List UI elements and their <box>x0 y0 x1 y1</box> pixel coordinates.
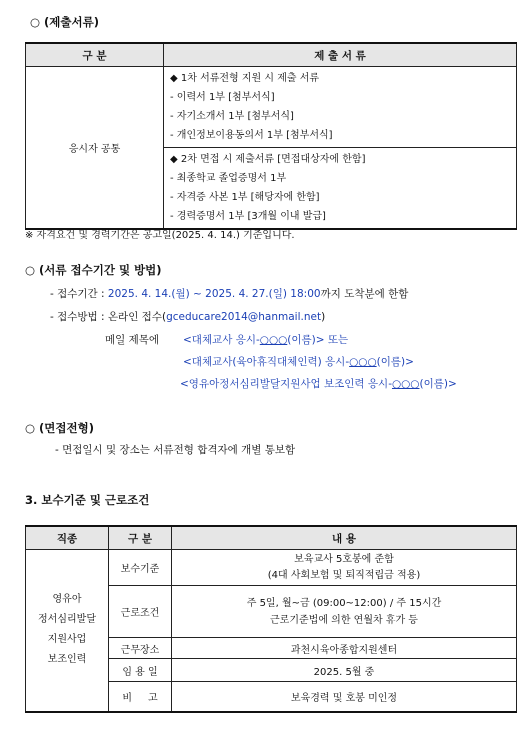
method-email[interactable]: gceducare2014@hanmail.net <box>166 311 322 323</box>
docs-stage1-title: ◆ 1차 서류전형 지원 시 제출 서류 <box>170 73 320 84</box>
pay-row-line: 보육경력 및 호봉 미인정 <box>290 692 398 704</box>
docs-stage2-item: - 자격증 사본 1부 [해당자에 한함] <box>170 192 320 203</box>
pay-job-line: 정서심리발달 <box>38 614 96 626</box>
docs-stage1-item: - 이력서 1부 [첨부서식] <box>170 92 275 103</box>
period-line <box>50 286 408 301</box>
pay-col-gubun: 구 분 <box>109 526 172 550</box>
pay-row-content <box>172 682 517 712</box>
period-label: - 접수기간 : <box>50 288 108 300</box>
subject3-pre: <영유아정서심리발달지원사업 보조인력 응시- <box>180 378 392 390</box>
pay-row-label: 근무장소 <box>109 638 172 659</box>
pay-row-line: 과천시육아종합지원센터 <box>290 644 398 656</box>
pay-row-line: 주 5일, 월~금 (09:00~12:00) / 주 15시간 <box>246 597 442 609</box>
subject1-name: ○○○ <box>259 334 288 346</box>
interview-text: - 면접일시 및 장소는 서류전형 합격자에 개별 통보함 <box>55 444 296 456</box>
pay-col-job: 직종 <box>26 526 109 550</box>
subject1-pre: <대체교사 응시- <box>183 334 260 346</box>
docs-stage2-item: - 최종학교 졸업증명서 1부 <box>170 173 287 184</box>
pay-row-label: 근로조건 <box>109 586 172 638</box>
docs-stage2 <box>164 148 517 230</box>
method-label: - 접수방법 : 온라인 접수( <box>50 311 167 323</box>
subject2-name: ○○○ <box>349 356 377 368</box>
pay-job-line: 보조인력 <box>47 654 87 666</box>
pay-job-line: 지원사업 <box>47 634 87 646</box>
docs-row-label: 응시자 공통 <box>26 67 164 230</box>
subject-option-3 <box>180 376 457 391</box>
docs-table <box>25 42 517 230</box>
pay-row-label: 보수기준 <box>109 550 172 586</box>
pay-row-label: 임 용 일 <box>109 659 172 682</box>
pay-row-line: (4대 사회보험 및 퇴직적립금 적용) <box>267 569 421 581</box>
pay-row-line: 2025. 5월 중 <box>313 666 375 678</box>
pay-row-line: 보육교사 5호봉에 준함 <box>294 553 394 565</box>
pay-row-content <box>172 659 517 682</box>
subject2-post: (이름)> <box>376 356 414 368</box>
subject1-post: (이름)> 또는 <box>287 334 349 346</box>
pay-job-line: 영유아 <box>52 594 82 606</box>
pay-row-label: 비 고 <box>109 682 172 712</box>
period-heading: ○ (서류 접수기간 및 방법) <box>25 263 162 277</box>
subject2-pre: <대체교사(육아휴직대체인력) 응시- <box>183 356 350 368</box>
docs-stage2-item: - 경력증명서 1부 [3개월 이내 발급] <box>170 211 326 222</box>
mail-subject-label: 메일 제목에 <box>105 334 160 346</box>
docs-col-docs: 제 출 서 류 <box>164 43 517 67</box>
method-suffix: ) <box>321 311 326 323</box>
period-value: 2025. 4. 14.(월) ~ 2025. 4. 27.(일) 18:00 <box>107 288 321 300</box>
pay-heading: 3. 보수기준 및 근로조건 <box>25 493 150 507</box>
interview-heading: ○ (면접전형) <box>25 421 94 435</box>
period-suffix: 까지 도착분에 한함 <box>320 288 409 300</box>
pay-col-content: 내 용 <box>172 526 517 550</box>
docs-heading: ○ (제출서류) <box>30 15 99 29</box>
subject3-post: (이름)> <box>419 378 457 390</box>
subject3-name: ○○○ <box>391 378 420 390</box>
docs-stage1-item: - 자기소개서 1부 [첨부서식] <box>170 111 294 122</box>
docs-note: ※ 자격요건 및 경력기간은 공고일(2025. 4. 14.) 기준입니다. <box>25 230 295 241</box>
docs-col-gubun: 구 분 <box>26 43 164 67</box>
pay-row-content <box>172 550 517 586</box>
pay-table <box>25 525 517 713</box>
subject-option-1 <box>183 332 348 347</box>
docs-stage1-item: - 개인정보이용동의서 1부 [첨부서식] <box>170 130 333 141</box>
method-line <box>50 309 325 324</box>
pay-row-content <box>172 586 517 638</box>
subject-option-2 <box>183 354 414 369</box>
docs-stage2-title: ◆ 2차 면접 시 제출서류 [면접대상자에 한함] <box>170 154 366 165</box>
pay-job-cell <box>26 550 109 712</box>
pay-row-content <box>172 638 517 659</box>
pay-row-line: 근로기준법에 의한 연월차 휴가 등 <box>270 614 418 626</box>
docs-stage1 <box>164 67 517 148</box>
